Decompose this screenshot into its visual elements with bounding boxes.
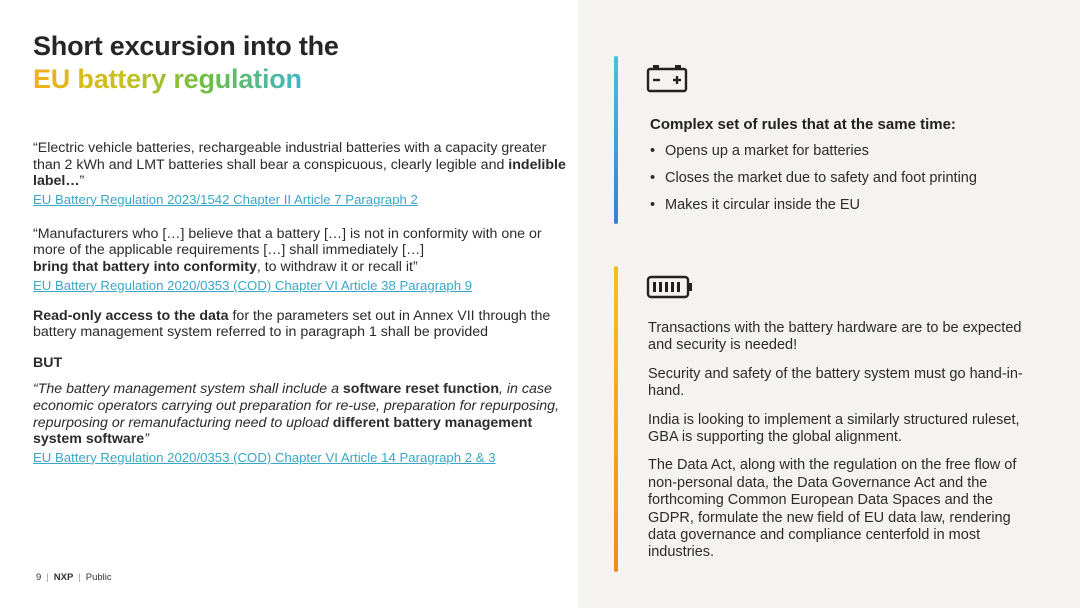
quote-4-text-c: ”: [144, 431, 149, 448]
title-line-1: Short excursion into the: [33, 31, 339, 61]
quote-2-bold: bring that battery into conformity: [33, 258, 257, 275]
quote-1-text-a: “Electric vehicle batteries, rechargeable industrial batteries with a capacity greater than 2 kWh and LMT batteries shall bear a conspicuous, clearly legible and: [33, 140, 547, 173]
title-line-2: EU battery regulation: [33, 64, 302, 94]
quote-1-text-b: ”: [79, 173, 85, 190]
accent-bar-orange: [614, 266, 618, 572]
quotes-column: [33, 140, 568, 466]
slide-title: [33, 30, 339, 96]
notes-paragraph: The Data Act, along with the regulation on the free flow of non-personal data, the Data Governance Act and the forthcoming Common European Data Spaces and the GDPR, formulate the new field of EU data law, rendering data governance and compliance centerfold in most industries.: [648, 457, 1017, 561]
quote-4: [33, 381, 568, 447]
quote-3-bold: Read-only access to the data: [33, 307, 229, 324]
quote-4-source-link[interactable]: EU Battery Regulation 2020/0353 (COD) Chapter VI Article 14 Paragraph 2 & 3: [33, 449, 496, 465]
slide-footer: 9 | NXP | Public: [36, 572, 112, 583]
quote-4-text-b: , in case economic operators carrying out preparation for re-use, preparation for repurposing, repurposing or remanufacturing need to upload: [33, 381, 560, 431]
notes-paragraph: India is looking to implement a similarly structured ruleset, GBA is supporting the global alignment.: [648, 411, 1020, 446]
quote-2: [33, 226, 568, 276]
rules-item: • Makes it circular inside the EU: [650, 196, 1050, 214]
quote-2-text-a: “Manufacturers who […] believe that a battery […] is not in conformity with one or more of the applicable requirements […] shall immediately […]: [33, 225, 542, 259]
footer-classification: Public: [85, 572, 112, 583]
quote-3-text: for the parameters set out in Annex VII through the battery management system referred to in paragraph 1 shall be provided: [33, 307, 551, 341]
rules-item: • Closes the market due to safety and foot printing: [650, 169, 1050, 187]
footer-brand: NXP: [53, 572, 74, 583]
quote-4-text-a: “The battery management system shall include a: [33, 381, 343, 398]
car-battery-icon: [646, 63, 688, 93]
quote-3: [33, 308, 568, 341]
rules-item: • Opens up a market for batteries: [650, 142, 1050, 160]
notes-section: [648, 320, 1033, 573]
quote-4-bold-a: software reset function: [342, 381, 500, 398]
rules-list: [650, 142, 1050, 214]
rules-heading: Complex set of rules that at the same time:: [650, 116, 956, 133]
accent-bar-blue: [614, 56, 618, 224]
quote-1-bold: indelible label…: [33, 156, 566, 190]
notes-paragraph: Transactions with the battery hardware are to be expected and security is needed!: [648, 320, 1022, 354]
battery-level-icon: [646, 273, 694, 301]
rules-section: [650, 116, 1050, 223]
quote-1-source-link[interactable]: EU Battery Regulation 2023/1542 Chapter II Article 7 Paragraph 2: [33, 191, 418, 207]
quote-1: [33, 140, 568, 190]
page-number: 9: [36, 572, 42, 583]
but-label: BUT: [33, 354, 63, 371]
quote-2-text-b: , to withdraw it or recall it”: [256, 258, 418, 275]
notes-paragraph: Security and safety of the battery system must go hand-in-hand.: [648, 365, 1023, 400]
quote-2-source-link[interactable]: EU Battery Regulation 2020/0353 (COD) Chapter VI Article 38 Paragraph 9: [33, 277, 473, 293]
quote-4-bold-b: different battery management system software: [33, 414, 533, 448]
